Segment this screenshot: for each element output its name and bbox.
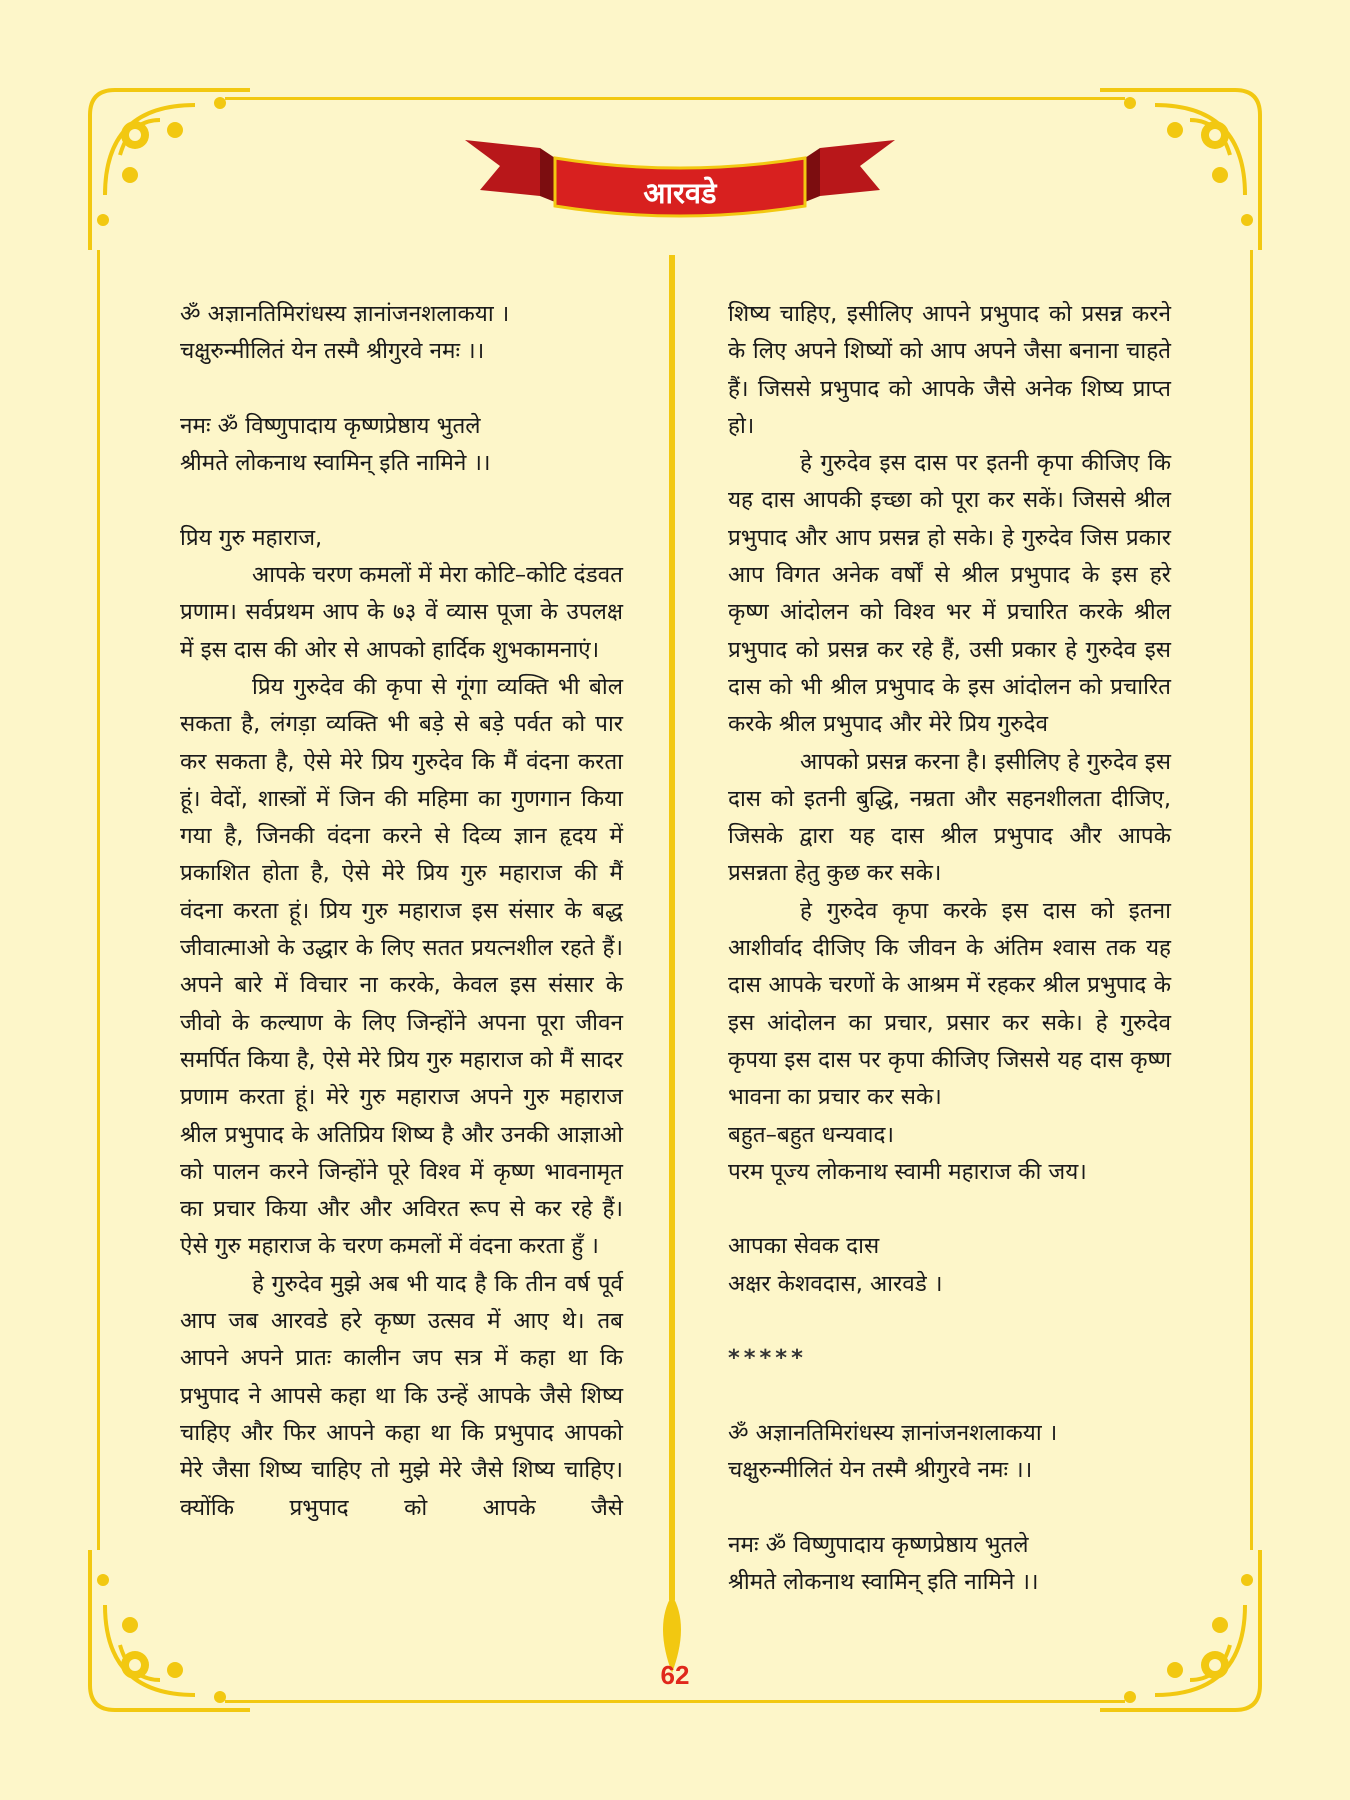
text-paragraph: ॐ अज्ञानतिमिरांधस्य ज्ञानांजनशलाकया । [728,1419,1058,1446]
text-paragraph: आपका सेवक दास [728,1233,880,1260]
text-paragraph: चक्षुरुन्मीलितं येन तस्मै श्रीगुरवे नमः ।। [728,1457,1033,1484]
text-paragraph: हे गुरुदेव कृपा करके इस दास को इतना आशीर्वाद दीजिए कि जीवन के अंतिम श्वास तक यह दास आपके चरणों के आश्रम में रहकर श्रील प्रभुपाद के इस आंदोलन का प्रचार, प्रसार कर सके। हे गुरुदेव कृपया इस दास पर कृपा कीजिए जिससे यह दास कृष्ण भावना का प्रचार कर सके। [728,897,1171,1111]
left-text-column [180,296,623,1527]
paragraph-spacer [728,1378,1171,1415]
corner-ornament-bottom-left [75,1535,265,1725]
text-paragraph: बहुत–बहुत धन्यवाद। [728,1121,894,1148]
page-number: 62 [660,1660,690,1690]
text-paragraph: आपको प्रसन्न करना है। इसीलिए हे गुरुदेव इस दास को इतनी बुद्धि, नम्रता और सहनशीलता दीजिए, जिसके द्वारा यह दास श्रील प्रभुपाद और आपके प्रसन्नता हेतु कुछ कर सके। [728,748,1171,887]
frame-right-line [1250,250,1253,1550]
paragraph-spacer [728,1303,1171,1340]
text-paragraph: नमः ॐ विष्णुपादाय कृष्णप्रेष्ठाय भुतले [180,412,481,439]
text-paragraph: परम पूज्य लोकनाथ स्वामी महाराज की जय। [728,1158,1087,1185]
text-paragraph: नमः ॐ विष्णुपादाय कृष्णप्रेष्ठाय भुतले [728,1531,1029,1558]
text-paragraph: प्रिय गुरुदेव की कृपा से गूंगा व्यक्ति भी बोल सकता है, लंगड़ा व्यक्ति भी बड़े से बड़े पर्वत को पार कर सकता है, ऐसे मेरे प्रिय गुरुदेव कि मैं वंदना करता हूं। वेदों, शास्त्रों में जिन की महिमा का गुणगान किया गया है, जिनकी वंदना करने से दिव्य ज्ञान हृदय में प्रकाशित होता है, ऐसे मेरे प्रिय गुरु महाराज की मैं वंदना करता हूं। प्रिय गुरु महाराज इस संसार के बद्ध जीवात्माओ के उद्धार के लिए सतत प्रयत्नशील रहते हैं। अपने बारे में विचार ना करके, केवल इस संसार के जीवो के कल्याण के लिए जिन्होंने अपना पूरा जीवन समर्पित किया है, ऐसे मेरे प्रिय गुरु महाराज को मैं सादर प्रणाम करता हूं। मेरे गुरु महाराज अपने गुरु महाराज श्रील प्रभुपाद के अतिप्रिय शिष्य है और उनकी आज्ञाओ को पालन करने जिन्होंने पूरे विश्व में कृष्ण भावनामृत का प्रचार किया और और अविरत रूप से कर रहे हैं। ऐसे गुरु महाराज के चरण कमलों में वंदना करता हुँ । [180,673,623,1260]
paragraph-spacer [728,1490,1171,1527]
paragraph-spacer [180,482,623,519]
right-text-column [728,296,1171,1601]
paragraph-spacer [728,1191,1171,1228]
text-paragraph: श्रीमते लोकनाथ स्वामिन् इति नामिने ।। [180,450,491,477]
text-paragraph: ॐ अज्ञानतिमिरांधस्य ज्ञानांजनशलाकया । [180,301,510,327]
frame-top-line [225,97,1125,100]
section-separator-stars: ***** [728,1345,807,1372]
corner-ornament-top-left [75,75,265,265]
corner-ornament-top-right [1085,75,1275,265]
column-divider [652,255,692,1675]
frame-left-line [97,250,100,1550]
page-title: आरवडे [643,176,717,210]
text-paragraph: हे गुरुदेव मुझे अब भी याद है कि तीन वर्ष पूर्व आप जब आरवडे हरे कृष्ण उत्सव में आए थे। तब आपने अपने प्रातः कालीन जप सत्र में कहा था कि प्रभुपाद ने आपसे कहा था कि उन्हें आपके जैसे शिष्य चाहिए और फिर आपने कहा था कि प्रभुपाद आपको मेरे जैसा शिष्य चाहिए तो मुझे मेरे जैसे शिष्य चाहिए। क्योंकि प्रभुपाद को आपके जैसे [180,1270,623,1521]
text-paragraph: हे गुरुदेव इस दास पर इतनी कृपा कीजिए कि यह दास आपकी इच्छा को पूरा कर सकें। जिससे श्रील प्रभुपाद और आप प्रसन्न हो सके। हे गुरुदेव जिस प्रकार आप विगत अनेक वर्षों से श्रील प्रभुपाद के इस हरे कृष्ण आंदोलन को विश्व भर में प्रचारित करके श्रील प्रभुपाद को प्रसन्न कर रहे हैं, उसी प्रकार हे गुरुदेव इस दास को भी श्रील प्रभुपाद के इस आंदोलन को प्रचारित करके श्रील प्रभुपाद और मेरे प्रिय गुरुदेव [728,450,1171,738]
text-paragraph: शिष्य चाहिए, इसीलिए आपने प्रभुपाद को प्रसन्न करने के लिए अपने शिष्यों को आप अपने जैसा बनाना चाहते हैं। जिससे प्रभुपाद को आपके जैसे अनेक शिष्य प्राप्त हो। [728,301,1171,439]
text-paragraph: अक्षर केशवदास, आरवडे । [728,1270,943,1297]
text-paragraph: चक्षुरुन्मीलितं येन तस्मै श्रीगुरवे नमः ।। [180,338,485,365]
text-paragraph: आपके चरण कमलों में मेरा कोटि–कोटि दंडवत प्रणाम। सर्वप्रथम आप के ७३ वें व्यास पूजा के उपलक्ष में इस दास की ओर से आपको हार्दिक शुभकामनाएं। [180,562,623,663]
text-paragraph: प्रिय गुरु महाराज, [180,524,323,551]
paragraph-spacer [180,371,623,408]
text-paragraph: श्रीमते लोकनाथ स्वामिन् इति नामिने ।। [728,1569,1039,1596]
frame-bottom-line [225,1700,1125,1703]
